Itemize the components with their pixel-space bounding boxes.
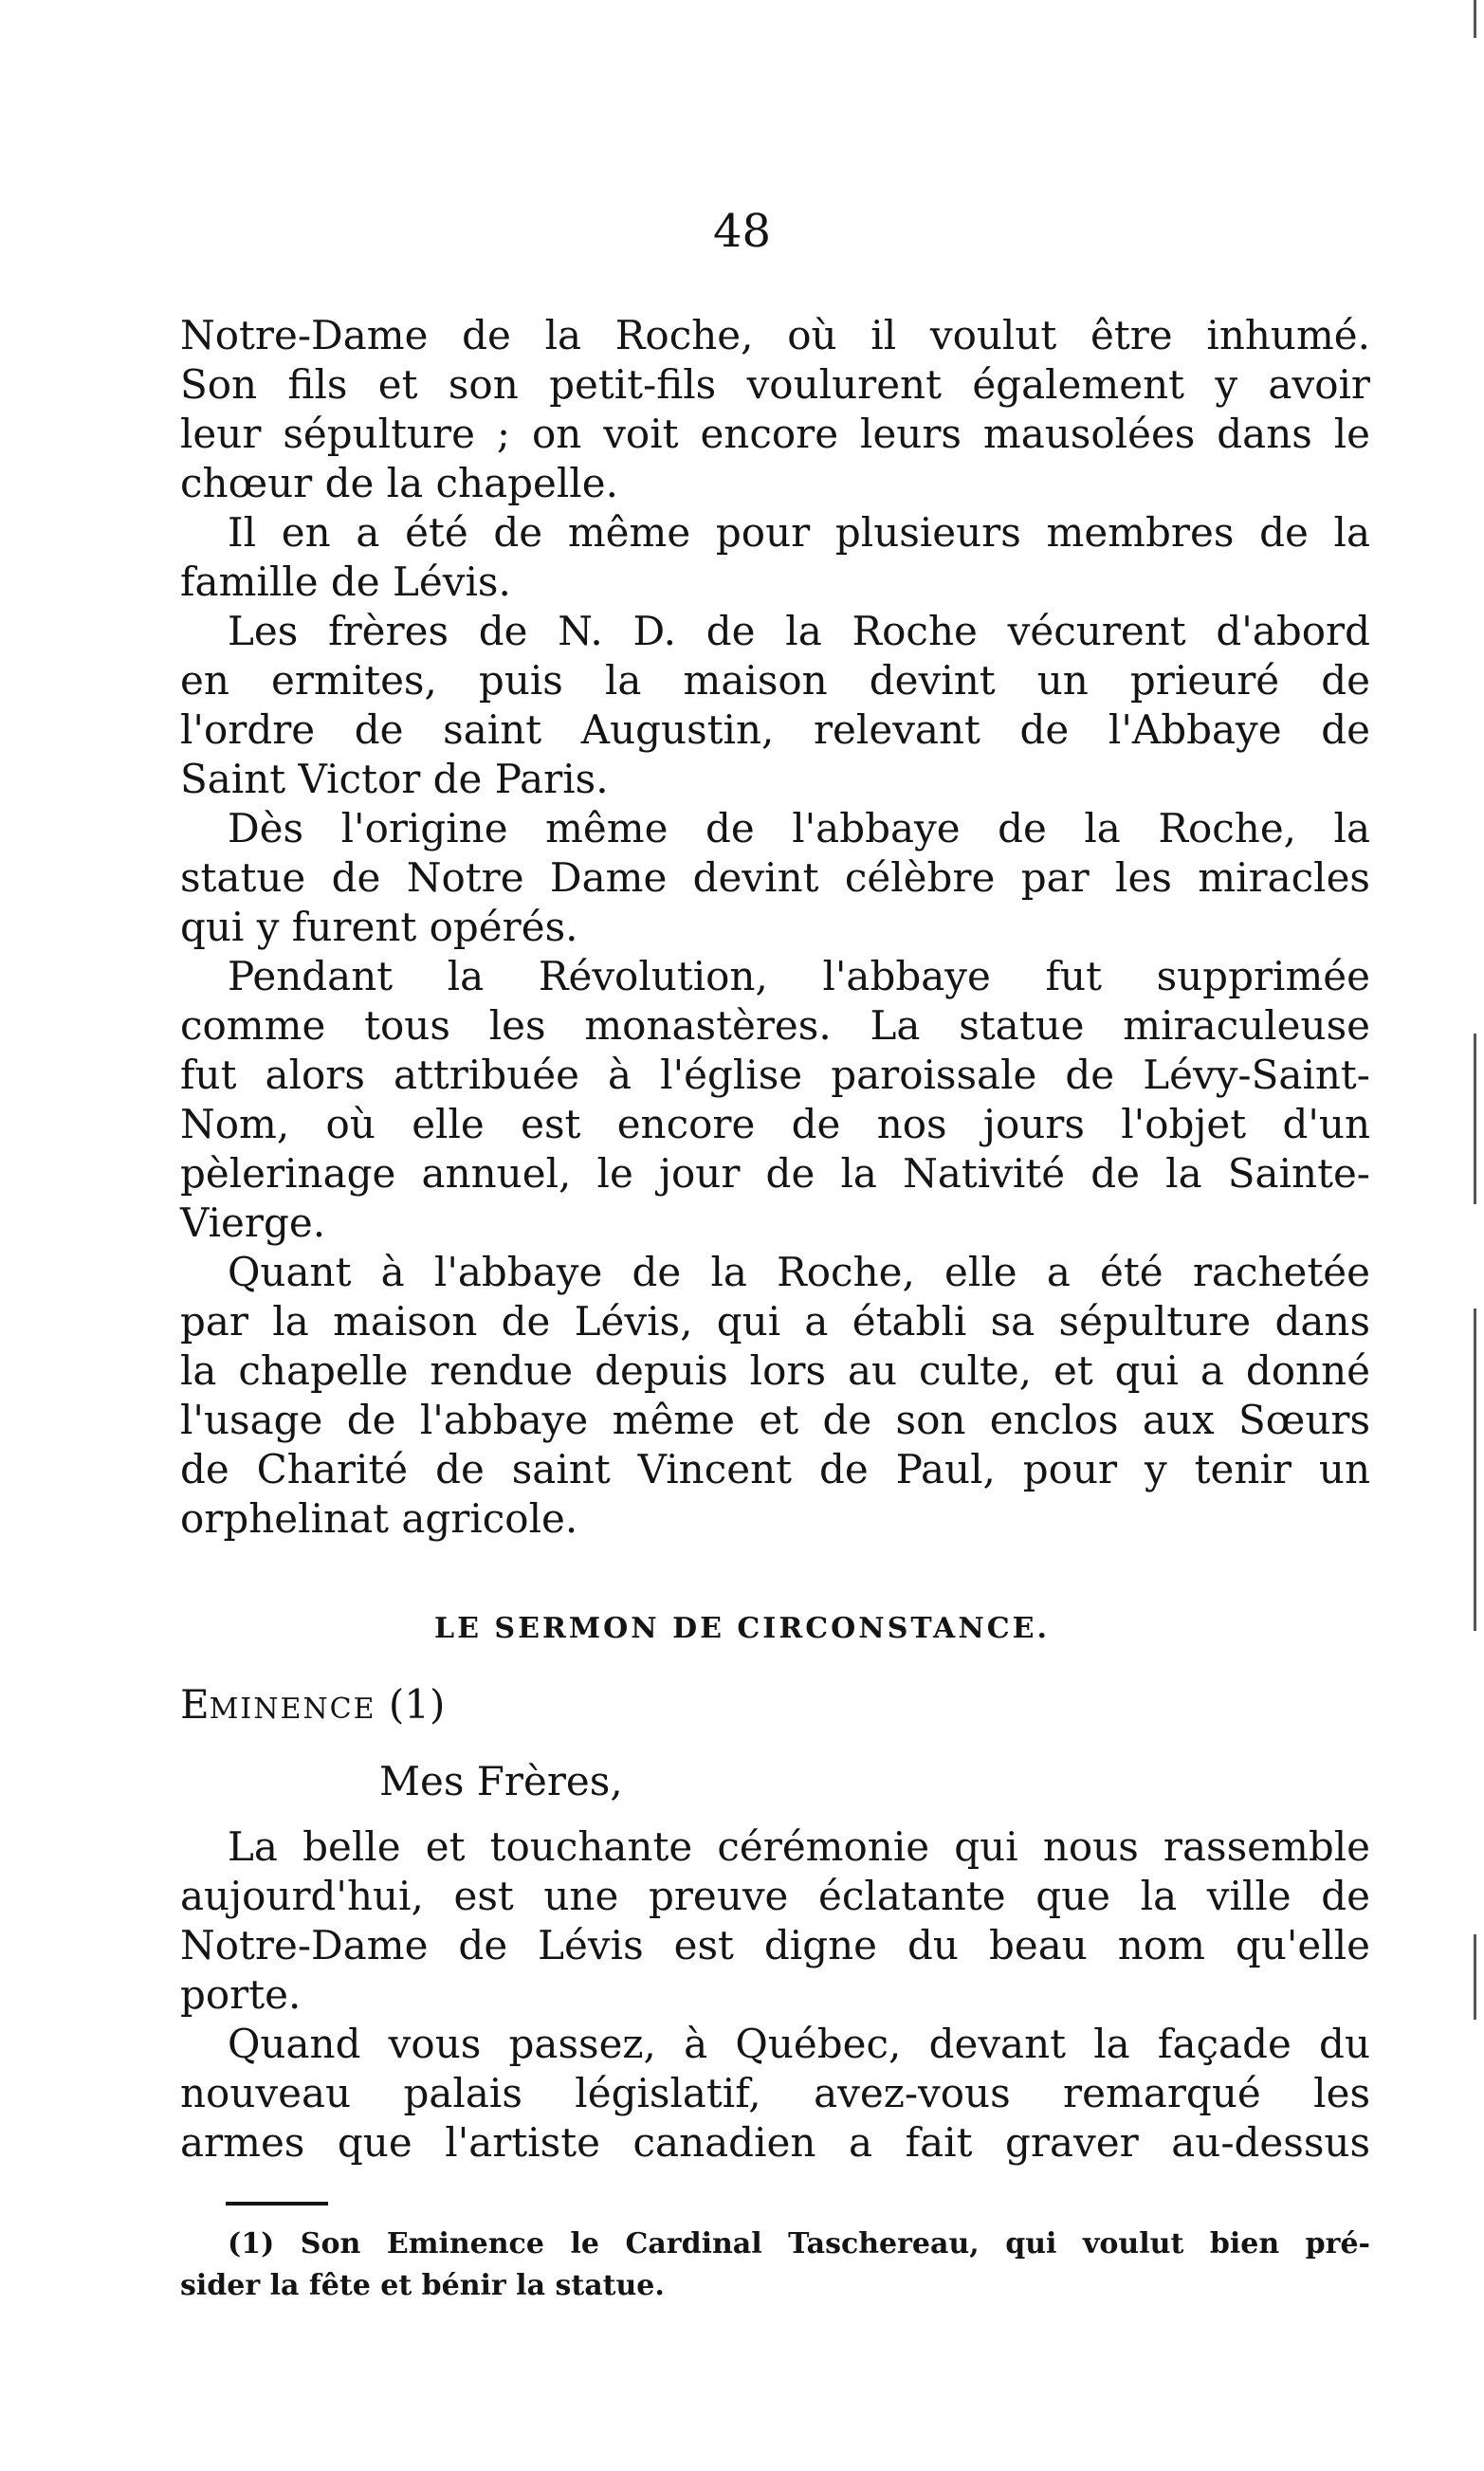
scan-margin-mark [1474,1309,1476,1631]
text-line: pèlerinage annuel, le jour de la Nativité de la Sainte- [180,1150,1370,1197]
text-line: armes que l'artiste canadien a fait graver au-dessus [180,2119,1370,2166]
text-line: leur sépulture ; on voit encore leurs mausolées dans le [180,411,1370,457]
text-line: Dès l'origine même de l'abbaye de la Roche, la [228,805,1370,851]
text-line: comme tous les monastères. La statue miraculeuse [180,1002,1370,1049]
footnote [180,2224,1370,2307]
page-number: 48 [712,205,772,258]
salutation-rest: MINENCE [209,1693,376,1726]
salutation [180,1680,445,1734]
text-line: Saint Victor de Paris. [180,756,609,802]
text-line: statue de Notre Dame devint célèbre par les miracles [180,854,1370,901]
text-line: l'ordre de saint Augustin, relevant de l'Abbaye de [180,706,1370,753]
text-line: la chapelle rendue depuis lors au culte, et qui a donné [180,1347,1370,1394]
text-line: Quant à l'abbaye de la Roche, elle a été rachetée [228,1249,1370,1295]
text-line: porte. [180,1971,302,2018]
text-line: l'usage de l'abbaye même et de son enclos aux Sœurs [180,1397,1370,1443]
text-line: famille de Lévis. [180,558,511,605]
text-line: Les frères de N. D. de la Roche vécurent d'abord [228,608,1370,654]
text-line: Quand vous passez, à Québec, devant la façade du [228,2021,1370,2067]
text-line: Il en a été de même pour plusieurs membres de la [228,509,1370,556]
text-line: orphelinat agricole. [180,1495,578,1542]
text-line: fut alors attribuée à l'église paroissale de Lévy-Saint- [180,1052,1370,1098]
body-text-bottom [180,1822,1370,2168]
text-line: chœur de la chapelle. [180,460,618,506]
footnote-rule [226,2202,328,2206]
section-heading: LE SERMON DE CIRCONSTANCE. [434,1612,1050,1645]
text-line: Nom, où elle est encore de nos jours l'objet d'un [180,1101,1370,1147]
text-line: Notre-Dame de la Roche, où il voulut être inhumé. [180,312,1370,358]
text-line: Son fils et son petit-fils voulurent également y avoir [180,361,1370,408]
scan-margin-mark [1474,1034,1476,1204]
text-line: par la maison de Lévis, qui a établi sa sépulture dans [180,1298,1370,1345]
text-line: Vierge. [180,1199,326,1246]
text-line: Pendant la Révolution, l'abbaye fut supprimée [228,953,1370,999]
scan-margin-mark [1474,1934,1476,2020]
text-line: en ermites, puis la maison devint un prieuré de [180,657,1370,704]
text-line: aujourd'hui, est une preuve éclatante que la ville de [180,1873,1370,1919]
address-line: Mes Frères, [379,1758,623,1804]
footnote-line: (1) Son Eminence le Cardinal Taschereau, qui voulut bien pré- [228,2227,1370,2261]
salutation-initial: E [180,1681,210,1728]
text-line: La belle et touchante cérémonie qui nous rassemble [228,1823,1370,1870]
body-text-top [180,311,1370,1544]
footnote-line: sider la fête et bénir la statue. [180,2269,665,2302]
footnote-reference: (1) [376,1681,446,1728]
text-line: qui y furent opérés. [180,904,578,950]
scan-margin-mark [1474,0,1476,38]
text-line: Notre-Dame de Lévis est digne du beau nom qu'elle [180,1922,1370,1968]
text-line: nouveau palais législatif, avez-vous remarqué les [180,2070,1370,2116]
text-line: de Charité de saint Vincent de Paul, pour y tenir un [180,1446,1370,1492]
